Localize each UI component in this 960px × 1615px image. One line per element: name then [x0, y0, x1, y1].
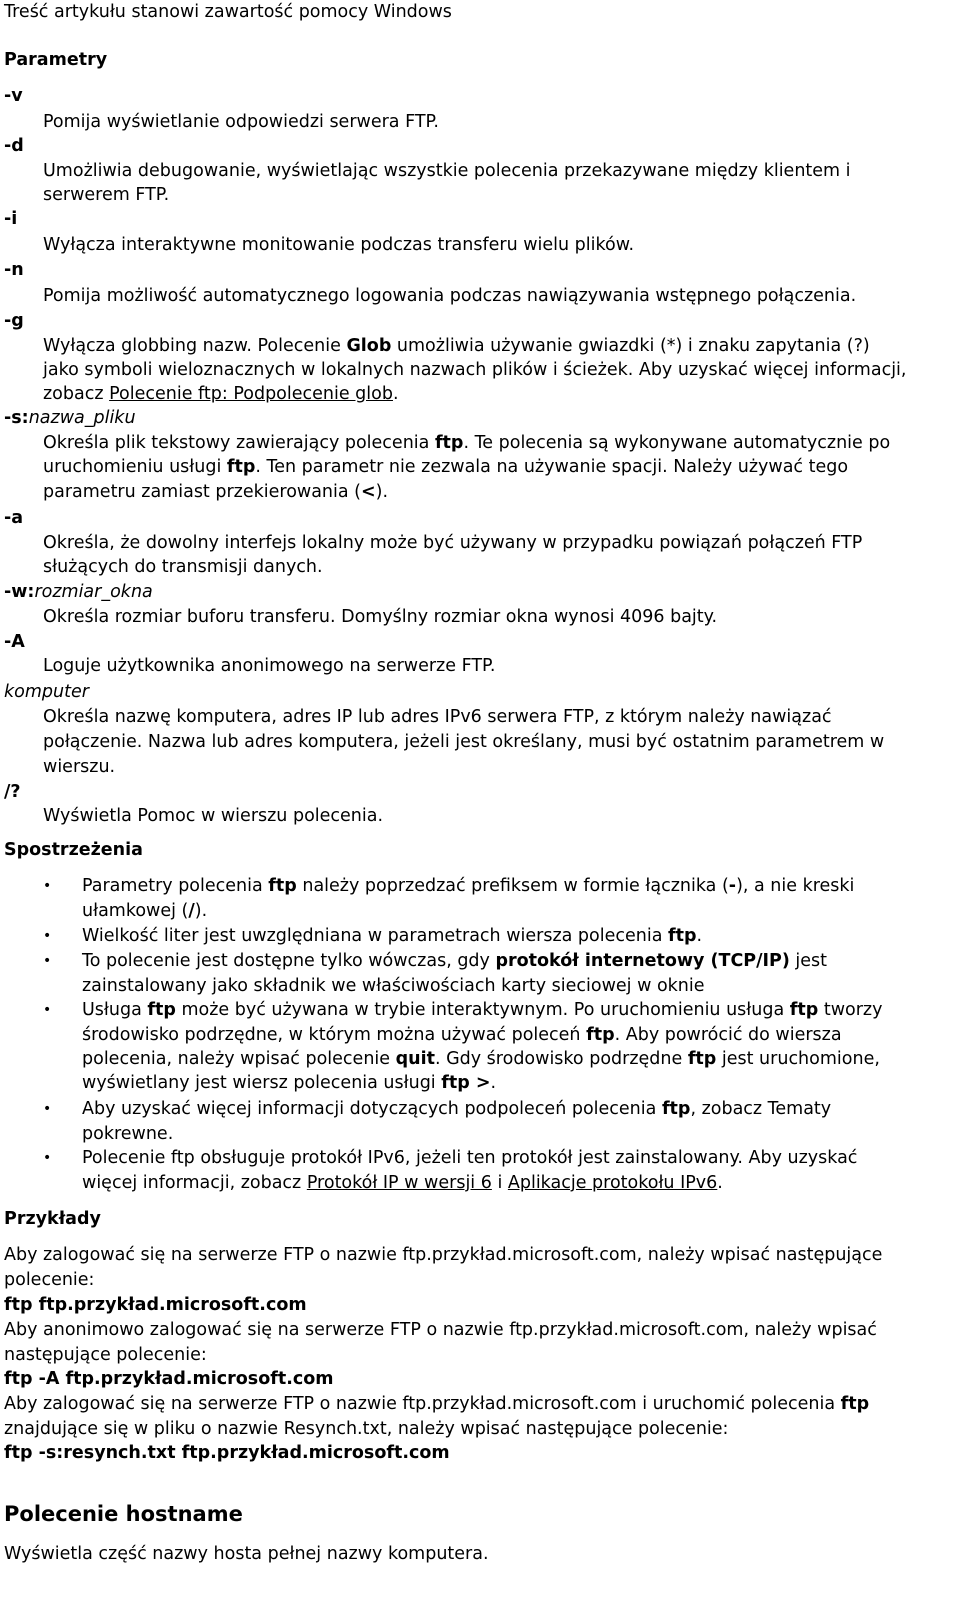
- glob-keyword: Glob: [346, 336, 392, 356]
- text-run: zobacz: [43, 384, 110, 404]
- bullet-icon: •: [43, 1002, 52, 1018]
- note-1-line-2: [82, 899, 207, 923]
- text-run: , zobacz Tematy: [690, 1099, 832, 1119]
- param-computer-desc-1: Określa nazwę komputera, adres IP lub adres IPv6 serwera FTP, z którym należy nawiązać: [43, 707, 832, 727]
- param-g-desc-2: jako symboli wieloznacznych w lokalnych nazwach plików i ścieżek. Aby uzyskać więcej informacji,: [43, 360, 907, 380]
- example-1-text-2: polecenie:: [4, 1270, 95, 1290]
- example-3-command: ftp -s:resynch.txt ftp.przykład.microsoft.com: [4, 1443, 450, 1463]
- text-run: ).: [194, 901, 208, 921]
- note-6-line-2: [82, 1171, 723, 1195]
- hostname-heading: Polecenie hostname: [4, 1502, 243, 1526]
- note-4-line-3: [82, 1047, 880, 1071]
- param-g-desc-1: [43, 334, 870, 358]
- text-run: .: [392, 384, 399, 404]
- text-run: jest: [789, 951, 828, 971]
- text-run: uruchomieniu usługi: [43, 457, 227, 477]
- param-v-desc: Pomija wyświetlanie odpowiedzi serwera FTP.: [43, 112, 439, 132]
- text-run: . Aby powrócić do wiersza: [614, 1025, 842, 1045]
- ftp-keyword: ftp: [840, 1394, 870, 1414]
- param-s-desc-2: [43, 455, 848, 479]
- text-run: środowisko podrzędne, w którym można używać poleceń: [82, 1025, 587, 1045]
- text-run: . Te polecenia są wykonywane automatycznie po: [463, 433, 891, 453]
- text-run: umożliwia używanie gwiazdki (*) i znaku zapytania (?): [391, 336, 870, 356]
- text-run: .: [490, 1073, 497, 1093]
- term-arg: nazwa_pliku: [28, 408, 136, 428]
- param-d-term: -d: [4, 136, 24, 156]
- bullet-icon: •: [43, 1150, 52, 1166]
- text-run: ułamkowej (: [82, 901, 189, 921]
- text-run: tworzy: [818, 1000, 883, 1020]
- term-flag: -s:: [4, 408, 29, 428]
- text-run: może być używana w trybie interaktywnym. Po uruchomieniu usługa: [175, 1000, 790, 1020]
- param-g-term: -g: [4, 311, 24, 331]
- param-i-desc: Wyłącza interaktywne monitowanie podczas transferu wielu plików.: [43, 235, 635, 255]
- tcpip-keyword: protokół internetowy (TCP/IP): [495, 951, 790, 971]
- param-a-desc-2: służących do transmisji danych.: [43, 557, 323, 577]
- text-run: . Ten parametr nie zezwala na używanie spacji. Należy używać tego: [255, 457, 849, 477]
- text-run: polecenia, należy wpisać polecenie: [82, 1049, 396, 1069]
- ftp-keyword: ftp: [434, 433, 464, 453]
- text-run: więcej informacji, zobacz: [82, 1173, 307, 1193]
- redirect-symbol: <: [361, 482, 376, 502]
- ftp-keyword: ftp: [668, 926, 697, 946]
- text-run: ), a nie kreski: [736, 876, 855, 896]
- text-run: To polecenie jest dostępne tylko wówczas, gdy: [82, 951, 496, 971]
- glob-subcommand-link[interactable]: Polecenie ftp: Podpolecenie glob: [109, 384, 393, 404]
- text-run: Parametry polecenia: [82, 876, 269, 896]
- param-computer-desc-3: wierszu.: [43, 757, 116, 777]
- param-s-desc-3: [43, 480, 388, 504]
- ftp-keyword: ftp: [661, 1099, 691, 1119]
- note-4-line-1: [82, 998, 882, 1022]
- text-run: Aby uzyskać więcej informacji dotyczących podpoleceń polecenia: [82, 1099, 662, 1119]
- text-run: .: [717, 1173, 723, 1193]
- param-g-desc-3: [43, 382, 399, 406]
- note-2-line-1: [82, 924, 702, 948]
- param-v-term: -v: [4, 86, 23, 106]
- param-n-term: -n: [4, 260, 24, 280]
- text-run: należy poprzedzać prefiksem w formie łącznika (: [296, 876, 729, 896]
- text-run: wyświetlany jest wiersz polecenia usługi: [82, 1073, 442, 1093]
- note-5-line-2: pokrewne.: [82, 1124, 174, 1144]
- text-run: Wielkość liter jest uwzględniana w parametrach wiersza polecenia: [82, 926, 668, 946]
- param-w-term: [4, 580, 153, 604]
- text-run: Wyłącza globbing nazw. Polecenie: [43, 336, 347, 356]
- param-s-desc-1: [43, 431, 890, 455]
- examples-heading: Przykłady: [4, 1209, 101, 1229]
- example-2-text-2: następujące polecenie:: [4, 1345, 207, 1365]
- param-A-term: -A: [4, 632, 25, 652]
- param-help-desc: Wyświetla Pomoc w wierszu polecenia.: [43, 806, 384, 826]
- example-2-text-1: Aby anonimowo zalogować się na serwerze FTP o nazwie ftp.przykład.microsoft.com, należy wpisać: [4, 1320, 877, 1340]
- example-1-text-1: Aby zalogować się na serwerze FTP o nazwie ftp.przykład.microsoft.com, należy wpisać następujące: [4, 1245, 883, 1265]
- ftp-keyword: ftp: [147, 1000, 176, 1020]
- note-3-line-2: zainstalowany jako składnik we właściwościach karty sieciowej w oknie: [82, 976, 705, 996]
- ftp-keyword: ftp: [586, 1025, 615, 1045]
- bullet-icon: •: [43, 1101, 52, 1117]
- bullet-icon: •: [43, 928, 52, 944]
- hyphen-symbol: -: [728, 876, 737, 896]
- ftp-keyword: ftp: [687, 1049, 717, 1069]
- term-arg: rozmiar_okna: [34, 582, 153, 602]
- text-run: Aby zalogować się na serwerze FTP o nazwie ftp.przykład.microsoft.com i uruchomić polecenia: [4, 1394, 841, 1414]
- param-s-term: [4, 406, 136, 430]
- ftp-keyword: ftp: [789, 1000, 819, 1020]
- bullet-icon: •: [43, 953, 52, 969]
- text-run: jest uruchomione,: [716, 1049, 880, 1069]
- example-3-text-2: znajdujące się w pliku o nazwie Resynch.txt, należy wpisać następujące polecenie:: [4, 1419, 729, 1439]
- example-1-command: ftp ftp.przykład.microsoft.com: [4, 1295, 307, 1315]
- slash-symbol: /: [188, 901, 195, 921]
- parameters-heading: Parametry: [4, 50, 108, 70]
- param-a-desc-1: Określa, że dowolny interfejs lokalny może być używany w przypadku powiązań połączeń FTP: [43, 533, 863, 553]
- param-i-term: -i: [4, 209, 18, 229]
- param-d-desc-1: Umożliwia debugowanie, wyświetlając wszystkie polecenia przekazywane między klientem i: [43, 161, 851, 181]
- text-run: Usługa: [82, 1000, 148, 1020]
- intro-text: Treść artykułu stanowi zawartość pomocy Windows: [4, 2, 452, 22]
- param-computer-desc-2: połączenie. Nazwa lub adres komputera, jeżeli jest określany, musi być ostatnim parametrem w: [43, 732, 885, 752]
- example-3-text-1: [4, 1392, 869, 1416]
- ipv6-protocol-link[interactable]: Protokół IP w wersji 6: [306, 1173, 492, 1193]
- note-6-line-1: Polecenie ftp obsługuje protokół IPv6, jeżeli ten protokół jest zainstalowany. Aby uzyskać: [82, 1148, 858, 1168]
- param-a-term: -a: [4, 508, 24, 528]
- text-run: parametru zamiast przekierowania (: [43, 482, 361, 502]
- text-run: . Gdy środowisko podrzędne: [434, 1049, 688, 1069]
- hostname-description: Wyświetla część nazwy hosta pełnej nazwy komputera.: [4, 1544, 489, 1564]
- text-run: i: [491, 1173, 508, 1193]
- quit-keyword: quit: [395, 1049, 435, 1069]
- text-run: ).: [375, 482, 389, 502]
- text-run: .: [696, 926, 703, 946]
- example-2-command: ftp -A ftp.przykład.microsoft.com: [4, 1369, 334, 1389]
- text-run: Określa plik tekstowy zawierający polecenia: [43, 433, 435, 453]
- ftp-prompt-keyword: ftp >: [441, 1073, 491, 1093]
- param-A-desc: Loguje użytkownika anonimowego na serwerze FTP.: [43, 656, 496, 676]
- param-w-desc: Określa rozmiar buforu transferu. Domyślny rozmiar okna wynosi 4096 bajty.: [43, 607, 718, 627]
- note-4-line-4: [82, 1071, 496, 1095]
- param-computer-term: komputer: [4, 682, 89, 702]
- note-1-line-1: [82, 874, 854, 898]
- ipv6-applications-link[interactable]: Aplikacje protokołu IPv6: [507, 1173, 718, 1193]
- param-d-desc-2: serwerem FTP.: [43, 185, 170, 205]
- term-flag: -w:: [4, 582, 35, 602]
- bullet-icon: •: [43, 878, 52, 894]
- ftp-keyword: ftp: [268, 876, 297, 896]
- note-5-line-1: [82, 1097, 831, 1121]
- note-4-line-2: [82, 1023, 842, 1047]
- notes-heading: Spostrzeżenia: [4, 840, 143, 860]
- ftp-keyword: ftp: [226, 457, 256, 477]
- param-n-desc: Pomija możliwość automatycznego logowania podczas nawiązywania wstępnego połączenia.: [43, 286, 857, 306]
- note-3-line-1: [82, 949, 827, 973]
- param-help-term: /?: [4, 782, 21, 802]
